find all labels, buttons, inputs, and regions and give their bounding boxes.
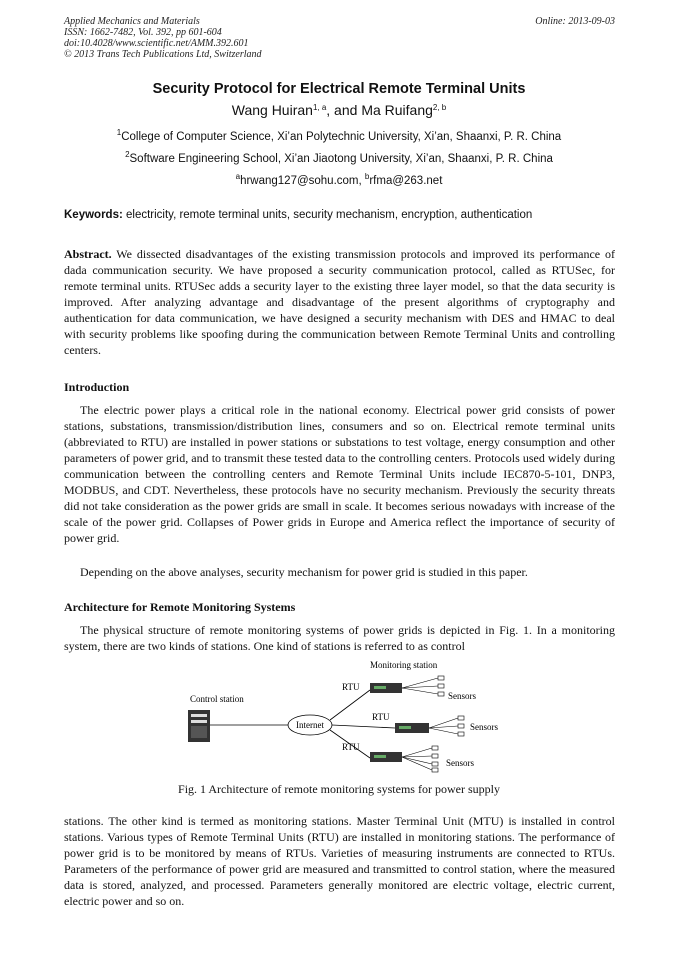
architecture-heading: Architecture for Remote Monitoring Systems [64,600,296,614]
keywords-text: electricity, remote terminal units, security mechanism, encryption, authentication [122,209,533,221]
abstract-label: Abstract. [64,247,112,261]
introduction-heading: Introduction [64,380,130,394]
author-2: Ma Ruifang [361,102,433,118]
online-date: Online: 2013-09-03 [535,16,615,27]
rtu2-device-icon [395,723,429,733]
journal-name: Applied Mechanics and Materials [64,16,200,27]
abstract [64,246,615,358]
fig-rtu1-label: RTU [342,682,360,692]
affiliation-2-sup: 2 [125,150,130,159]
affiliation-1-sup: 1 [116,128,122,137]
affiliation-2-text: Software Engineering School, Xi’an Jiaotong University, Xi’an, Shaanxi, P. R. China [129,153,553,165]
author-separator: , and [326,102,362,118]
author-1: Wang Huiran [231,102,313,118]
author-2-sup: 2, b [432,103,447,112]
intro-paragraph-1: The electric power plays a critical role in the national economy. Electrical power grid consists of power stations, substations, transmission/distribution lines, consumers and so on. Electrical remote terminal units (abbreviated to RTU) are installed in power stations or substations to test voltage, energy consumption and other parameters of power grid, and to transmit these tested data to the controlling centers. Protocols used widely during communication between the controlling centers and Remote Terminal Units include IEC870-5-101, DNP3, MODBUS, and CDT. Nevertheless, these protocols have no security mechanism. Previously the security threats did not take consideration as the power grids are small in scale. It becomes serious nowadays with increase of the scale of the power grid. Collapses of Power grids in Europe and America reflect the importance of security of power grid. [64,403,615,545]
email-b-sup: b [364,172,370,181]
fig-internet-label: Internet [296,720,324,730]
fig-sensors3-label: Sensors [446,758,475,768]
architecture-figure [180,658,520,773]
email-b[interactable]: rfma@263.net [369,175,443,187]
fig-sensors2-label: Sensors [470,722,499,732]
control-computer-icon [188,710,210,742]
paper-title: Security Protocol for Electrical Remote Terminal Units [152,81,526,97]
issn-line: ISSN: 1662-7482, Vol. 392, pp 601-604 [64,27,222,38]
abstract-text: We dissected disadvantages of the existing transmission protocols and improved its performance of dada communication security. We have proposed a security communication protocol, called as RTUSec, for remote terminal units. RTUSec adds a security layer to the existing three layer model, so that the data security is improved. After analyzing advantage and disadvantage of the present algorithms of cryptography and authentication for data communication, we have designed a security mechanism with DES and HMAC to deal with security problems like spoofing during the communication between Remote Terminal Units and controlling centers. [64,247,615,357]
link-internet-rtu2 [332,725,395,728]
intro-paragraph-2: Depending on the above analyses, security mechanism for power grid is studied in this paper. [80,565,528,579]
keywords-label: Keywords: [64,209,123,221]
author-line [0,102,678,118]
architecture-paragraph-2: stations. The other kind is termed as monitoring stations. Master Terminal Unit (MTU) is installed in control stations. Various types of Remote Terminal Units (RTU) are installed in monitoring stations. The performance of power grid is to be monitored by means of RTUs. Varieties of measuring instruments are connected to RTUs. Parameters of the performance of power grid are measured and transmitted to control station, where the measured data is stored, analyzed, and processed. Parameters generally monitored are electric voltage, electric current, electric power and so on. [64,814,615,908]
fig-monitoring-station-label: Monitoring station [370,660,438,670]
doi-line: doi:10.4028/www.scientific.net/AMM.392.601 [64,38,249,49]
email-a-sup: a [235,172,241,181]
journal-header [64,16,615,60]
affiliation-1-text: College of Computer Science, Xi’an Polytechnic University, Xi’an, Shaanxi, P. R. China [121,131,562,143]
affiliation-2 [0,150,678,165]
architecture-paragraph-1: The physical structure of remote monitoring systems of power grids is depicted in Fig. 1. In a monitoring system, there are two kinds of stations. One kind of stations is referred to as control [64,623,615,653]
author-emails [0,172,678,187]
rtu3-device-icon [370,752,402,762]
link-internet-rtu1 [330,690,370,720]
copyright-line: © 2013 Trans Tech Publications Ltd, Switzerland [64,49,262,60]
fig-rtu2-label: RTU [372,712,390,722]
author-1-sup: 1, a [312,103,327,112]
fig-rtu3-label: RTU [342,742,360,752]
affiliation-1 [0,128,678,143]
fig-sensors1-label: Sensors [448,691,477,701]
rtu1-device-icon [370,683,402,693]
figure-caption: Fig. 1 Architecture of remote monitoring systems for power supply [178,782,500,796]
email-a[interactable]: hrwang127@sohu.com, [240,175,365,187]
fig-control-station-label: Control station [190,694,244,704]
keywords [64,209,615,221]
